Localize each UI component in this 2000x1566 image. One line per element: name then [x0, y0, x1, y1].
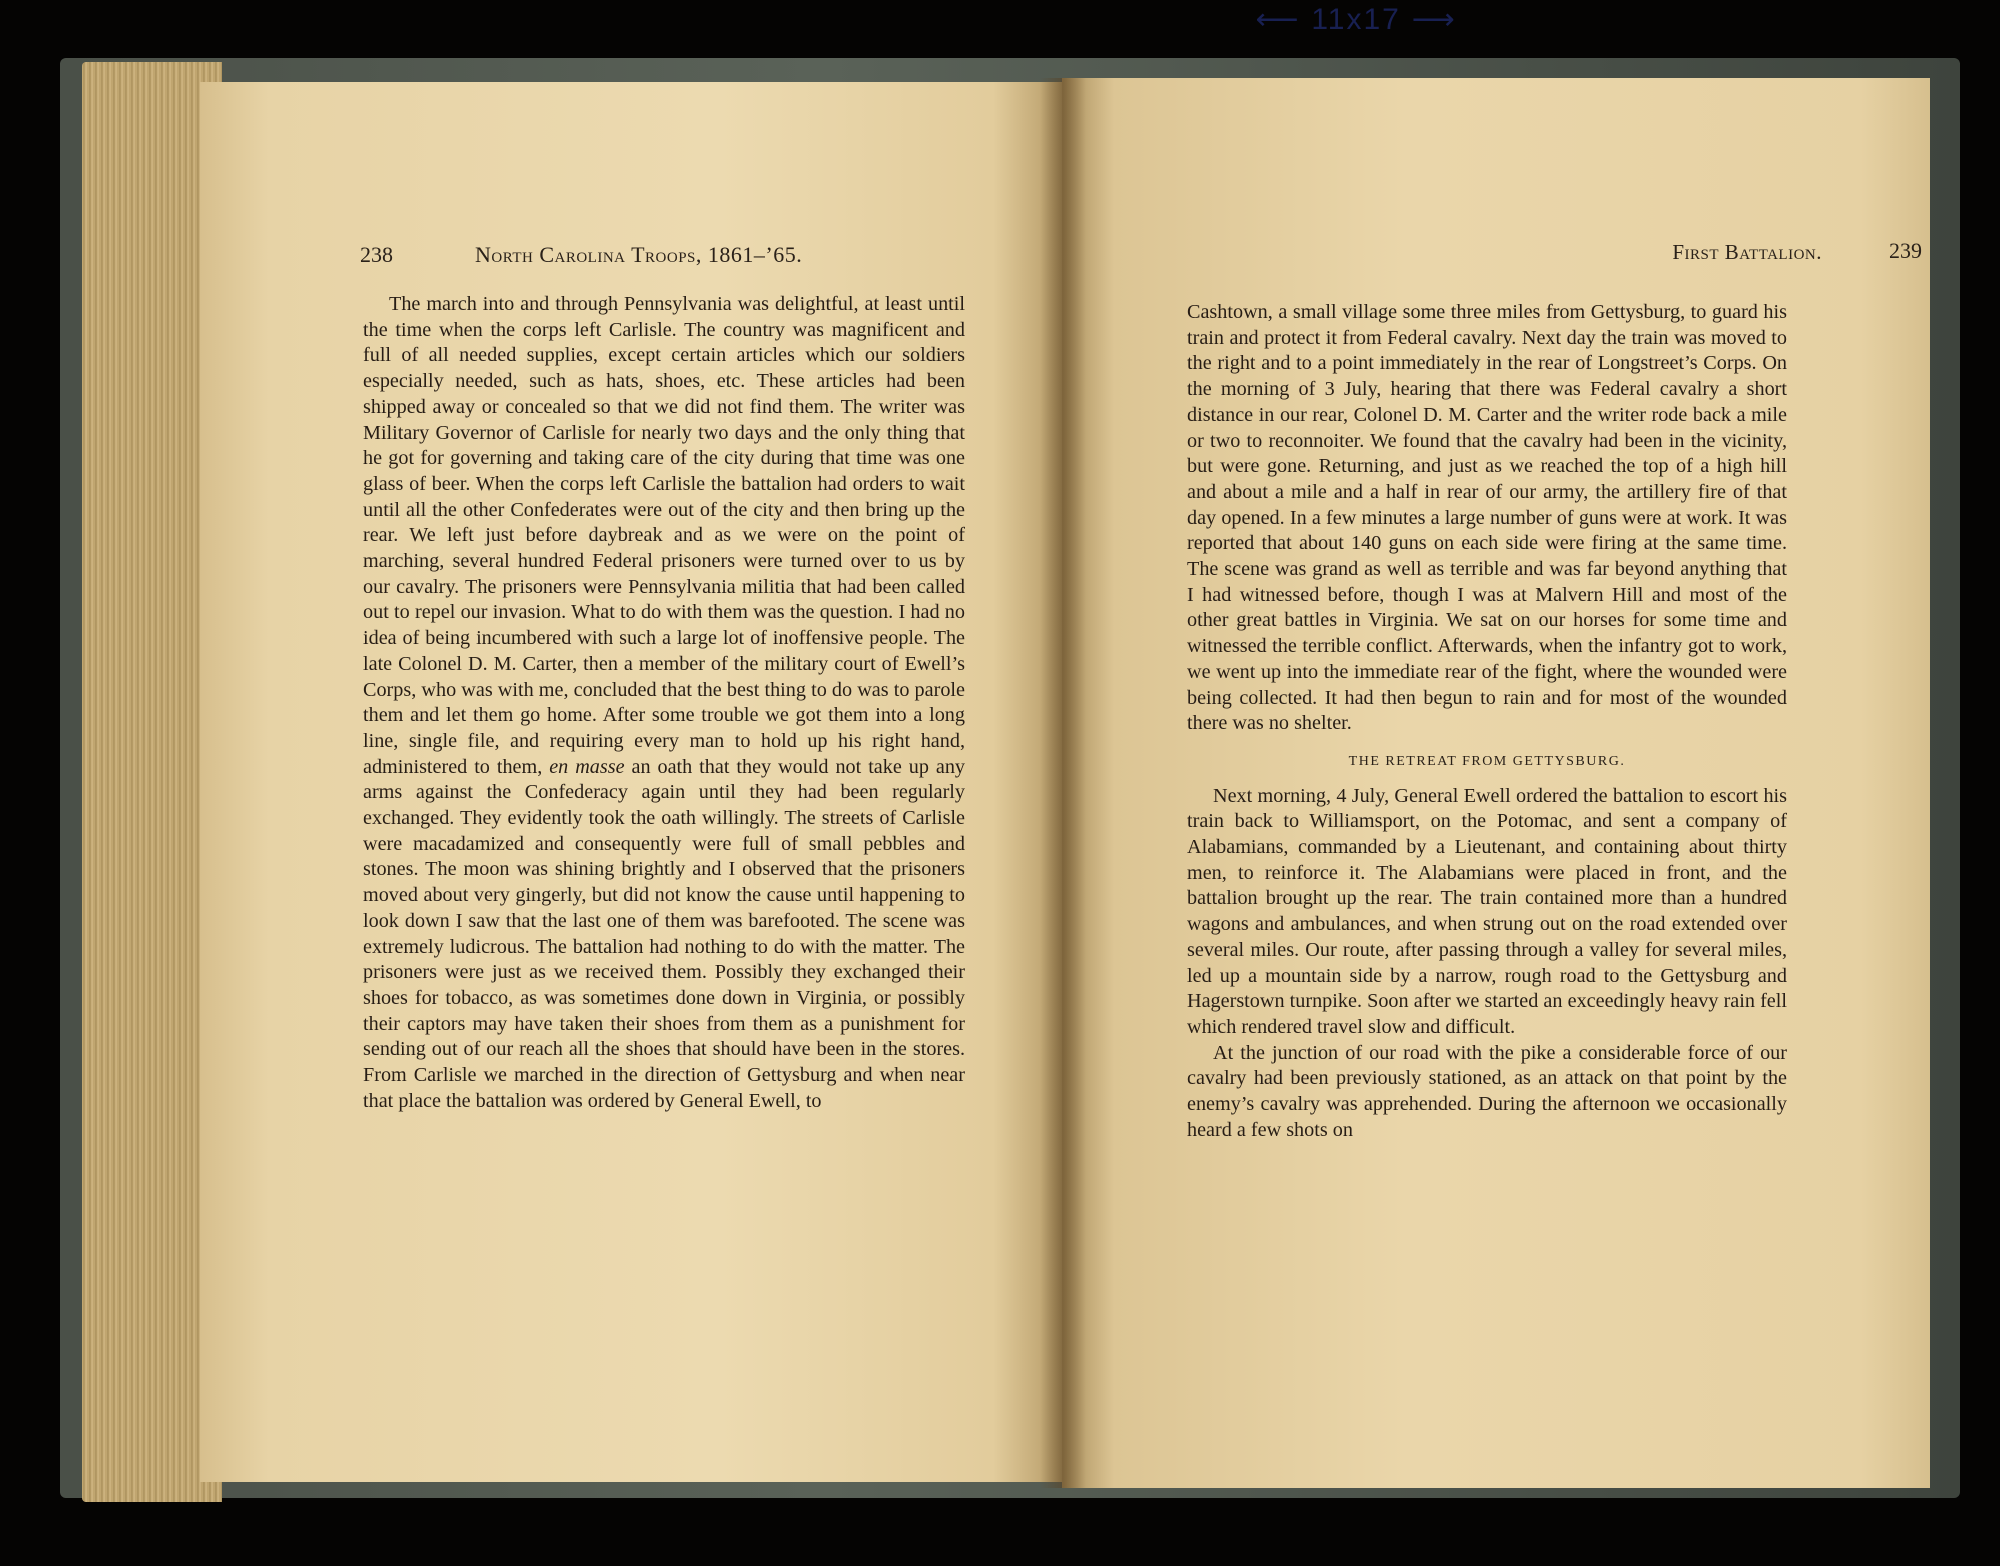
page-number: 239	[1889, 238, 1922, 263]
body-text	[1187, 300, 1787, 1144]
paragraph-text: an oath that they would not take up any arms against the Confederacy again until they had been regularly exchanged. They evidently took the oath willingly. The streets of Carlisle were macadamized and consequently were full of small pebbles and stones. The moon was shining brightly and I observed that the prisoners moved about very gingerly, but did not know the cause until happening to look down I saw that the last one of them was barefooted. The scene was extremely ludicrous. The battalion had nothing to do with the matter. The prisoners were just as we received them. Possibly they exchanged their shoes for tobacco, as was sometimes done down in Virginia, or possibly their captors may have taken their shoes from them as a punishment for sending out of our reach all the shoes that should have been in the stores. From Carlisle we marched in the direction of Gettysburg and when near that place the battalion was ordered by General Ewell, to	[363, 755, 966, 1112]
body-text	[363, 292, 965, 1115]
right-page	[1062, 78, 1930, 1488]
scale-ruler-label	[1255, 2, 1585, 42]
arrow-left-icon: ⟵	[1255, 3, 1301, 36]
running-head-left	[360, 242, 1060, 272]
arrow-right-icon: ⟶	[1411, 3, 1457, 36]
book-gutter	[1040, 78, 1086, 1488]
section-heading: THE RETREAT FROM GETTYSBURG.	[1348, 753, 1626, 769]
paragraph: Next morning, 4 July, General Ewell ordered the battalion to escort his train back to Williamsport, on the Potomac, and sent a company of Alabamians, commanded by a Lieutenant, and containing about thirty men, to reinforce it. The Alabamians were placed in front, and the battalion brought up the rear. The train contained more than a hundred wagons and ambulances, and when strung out on the road extended over several miles. Our route, after passing through a valley for several miles, led up a mountain side by a narrow, rough road to the Gettysburg and Hagerstown turnpike. Soon after we started an exceedingly heavy rain fell which rendered travel slow and difficult.	[1187, 784, 1787, 1038]
running-title: First Battalion.	[1672, 240, 1822, 264]
running-head-right	[1222, 238, 1922, 268]
left-page	[200, 82, 1062, 1482]
paragraph: At the junction of our road with the pike a considerable force of our cavalry had been previously stationed, as an attack on that point by the enemy’s cavalry was apprehended. During the afternoon we occasionally heard a few shots on	[1187, 1041, 1787, 1141]
paragraph: Cashtown, a small village some three miles from Gettysburg, to guard his train and protect it from Federal cavalry. Next day the train was moved to the right and to a point immediately in the rear of Longstreet’s Corps. On the morning of 3 July, hearing that there was Federal cavalry a short distance in our rear, Colonel D. M. Carter and the writer rode back a mile or two to reconnoiter. We found that the cavalry had been in the vicinity, but were gone. Returning, and just as we reached the top of a high hill and about a mile and a half in rear of our army, the artillery fire of that day opened. In a few minutes a large number of guns were at work. It was reported that about 140 guns on each side were firing at the same time. The scene was grand as well as terrible and was far beyond anything that I had witnessed before, though I was at Malvern Hill and most of the other great battles in Virginia. We sat on our horses for some time and witnessed the terrible conflict. Afterwards, when the infantry got to work, we went up into the immediate rear of the fight, where the wounded were being collected. It had then begun to rain and for most of the wounded there was no shelter.	[1187, 301, 1787, 735]
italic-phrase: en masse	[549, 755, 625, 778]
ruler-size-label: 11x17	[1311, 3, 1401, 36]
running-title: North Carolina Troops, 1861–’65.	[475, 242, 803, 267]
paragraph	[363, 292, 965, 1115]
paragraph-text: The march into and through Pennsylvania was delightful, at least until the time when the corps left Carlisle. The country was magnificent and full of all needed supplies, except certain articles which our soldiers especially needed, such as hats, shoes, etc. These articles had been shipped away or concealed so that we did not find them. The writer was Military Governor of Carlisle for nearly two days and the only thing that he got for governing and taking care of the city during that time was one glass of beer. When the corps left Carlisle the battalion had orders to wait until all the other Confederates were out of the city and then bring up the rear. We left just before daybreak and as we were on the point of marching, several hundred Federal prisoners were turned over to us by our cavalry. The prisoners were Pennsylvania militia that had been called out to repel our invasion. What to do with them was the question. I had no idea of being incumbered with such a large lot of inoffensive people. The late Colonel D. M. Carter, then a member of the military court of Ewell’s Corps, who was with me, concluded that the best thing to do was to parole them and let them go home. After some trouble we got them into a long line, single file, and requiring every man to hold up his right hand, administered to them,	[363, 293, 965, 778]
page-number: 238	[360, 242, 393, 267]
